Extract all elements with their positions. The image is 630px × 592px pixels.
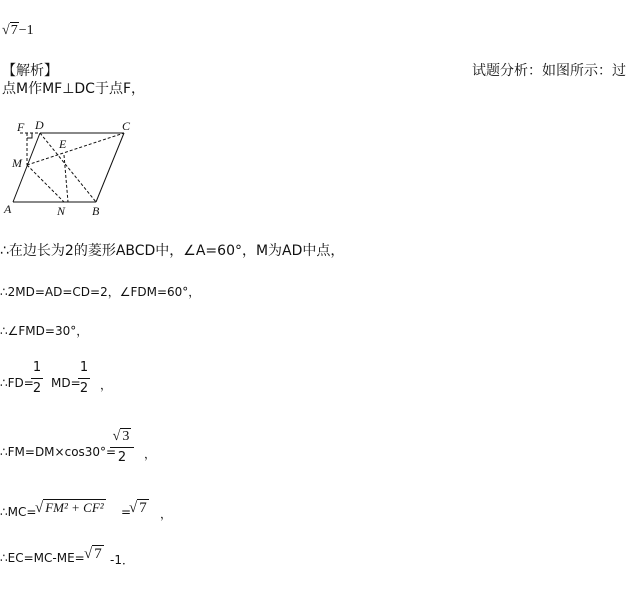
step-1: ∴在边长为2的菱形ABCD中，∠A=60°，M为AD中点， [0, 243, 345, 259]
label-m: M [12, 156, 22, 170]
step-4-tail: ， [100, 378, 113, 392]
segment-mn [27, 165, 64, 202]
label-e: E [59, 137, 67, 151]
right-angle-mark [27, 133, 32, 138]
diagonal-db [40, 133, 96, 202]
step-4-mid: MD= [51, 376, 81, 390]
answer-radical: √ [2, 23, 10, 38]
answer-rest: −1 [18, 23, 34, 38]
fraction-md [78, 360, 90, 397]
step-5-lead: ∴FM=DM×cos30°= [0, 445, 117, 459]
step-7-lead: ∴EC=MC-ME= [0, 551, 85, 565]
segment-en [64, 155, 68, 202]
sqrt-7: √ 7 [129, 500, 147, 516]
answer-line [2, 22, 34, 39]
label-a: A [4, 202, 12, 216]
fraction-fm: √ 3 2 [110, 428, 134, 466]
step-3: ∴∠FMD=30°， [0, 324, 89, 338]
sqrt-ec-radicand: 7 [94, 546, 102, 562]
sqrt-mc: √ FM² + CF² [35, 500, 104, 516]
fraction-fm-radicand: 3 [122, 429, 130, 444]
sqrt-ec: √ 7 [84, 546, 102, 562]
analysis-lead: 试题分析：如图所示：过 [472, 63, 626, 79]
step-5-tail: ， [144, 447, 157, 461]
step-4-lead: ∴FD= [0, 376, 34, 390]
segment-mc [27, 133, 124, 165]
step-2: ∴2MD=AD=CD=2，∠FDM=60°， [0, 285, 201, 299]
label-n: N [57, 204, 66, 218]
step-7-tail: -1． [110, 553, 134, 567]
answer-radicand: 7 [10, 23, 18, 38]
fraction-md-den: 2 [79, 381, 89, 396]
step-6-eq: = [121, 505, 132, 519]
section-title: 【解析】 [2, 63, 58, 79]
fraction-fd [31, 360, 43, 397]
sqrt-mc-radicand: FM² + CF² [45, 500, 104, 515]
intro-line: 点M作MF⊥DC于点F， [2, 81, 146, 97]
label-c: C [122, 119, 131, 133]
fraction-fd-den: 2 [32, 381, 42, 396]
label-d: D [35, 118, 44, 132]
sqrt-7-radicand: 7 [139, 500, 147, 516]
step-6-tail: ， [160, 507, 173, 521]
label-f: F [17, 120, 25, 134]
rhombus-figure [0, 115, 140, 225]
fraction-md-num: 1 [79, 360, 89, 375]
fraction-fm-den: 2 [117, 450, 127, 465]
fraction-fd-num: 1 [32, 360, 42, 375]
side-bc [96, 133, 124, 202]
step-6-lead: ∴MC= [0, 505, 37, 519]
label-b: B [92, 204, 100, 218]
